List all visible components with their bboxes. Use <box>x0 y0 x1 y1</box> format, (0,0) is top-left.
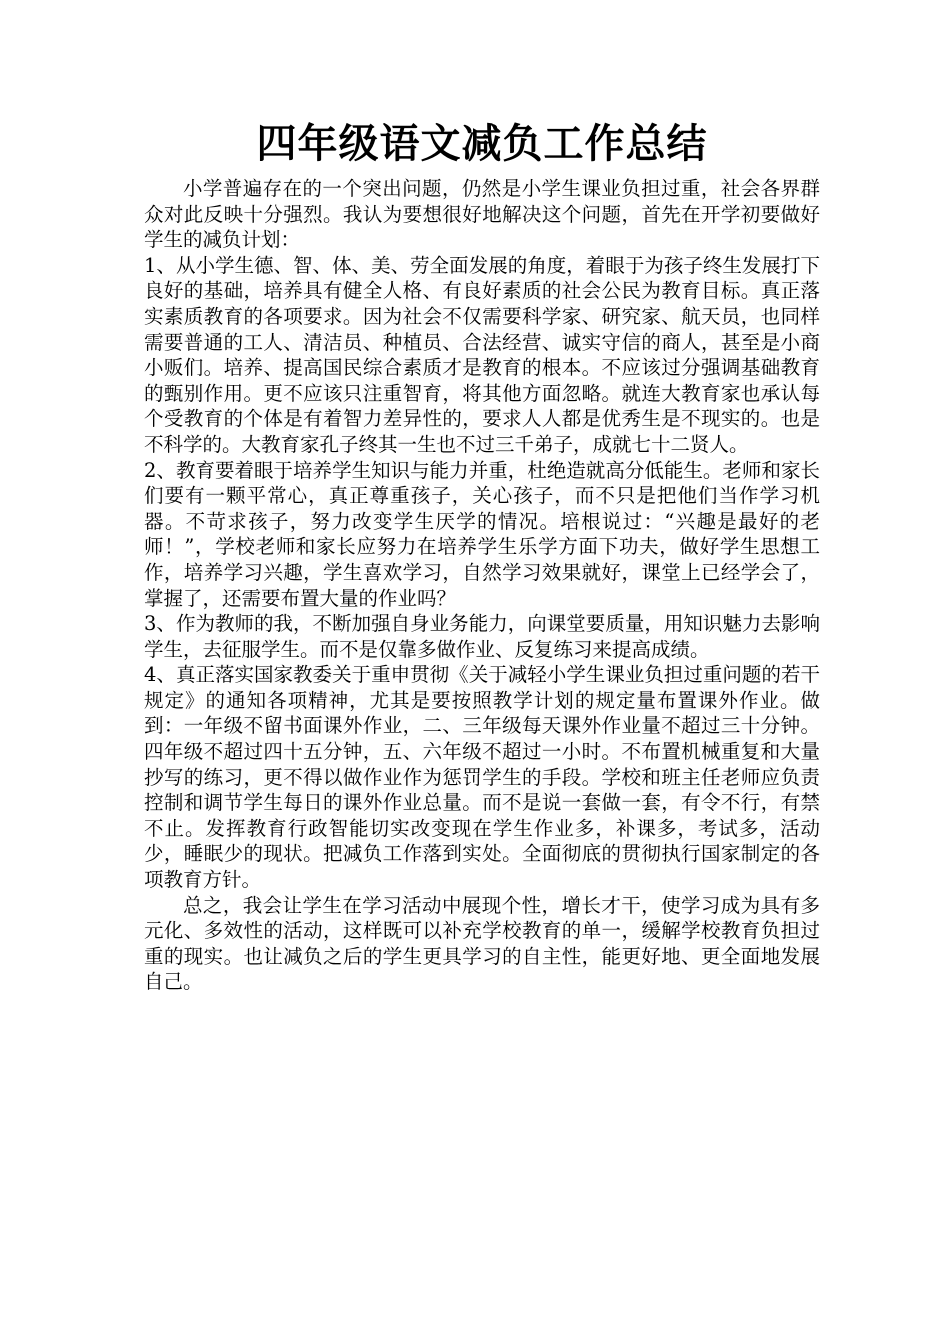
point-2-paragraph: 2、教育要着眼于培养学生知识与能力并重，杜绝造就高分低能生。老师和家长们要有一颗平常心，真正尊重孩子，关心孩子，而不只是把他们当作学习机器。不苛求孩子，努力改变学生厌学的情况。培根说过：“兴趣是最好的老师！”，学校老师和家长应努力在培养学生乐学方面下功夫，做好学生思想工作，培养学习兴趣，学生喜欢学习，自然学习效果就好，课堂上已经学会了，掌握了，还需要布置大量的作业吗？ <box>144 458 820 610</box>
point-1-paragraph: 1、从小学生德、智、体、美、劳全面发展的角度，着眼于为孩子终生发展打下良好的基础，培养具有健全人格、有良好素质的社会公民为教育目标。真正落实素质教育的各项要求。因为社会不仅需要科学家、研究家、航天员，也同样需要普通的工人、清洁员、种植员、合法经营、诚实守信的商人，甚至是小商小贩们。培养、提高国民综合素质才是教育的根本。不应该过分强调基础教育的甄别作用。更不应该只注重智育，将其他方面忽略。就连大教育家也承认每个受教育的个体是有着智力差异性的，要求人人都是优秀生是不现实的。也是不科学的。大教育家孔子终其一生也不过三千弟子，成就七十二贤人。 <box>144 253 820 456</box>
document-title: 四年级语文减负工作总结 <box>256 120 708 167</box>
point-4-paragraph: 4、真正落实国家教委关于重申贯彻《关于减轻小学生课业负担过重问题的若干规定》的通知各项精神，尤其是要按照教学计划的规定量布置课外作业。做到：一年级不留书面课外作业，二、三年级每天课外作业量不超过三十分钟。四年级不超过四十五分钟，五、六年级不超过一小时。不布置机械重复和大量抄写的练习，更不得以做作业作为惩罚学生的手段。学校和班主任老师应负责控制和调节学生每日的课外作业总量。而不是说一套做一套，有令不行，有禁不止。发挥教育行政智能切实改变现在学生作业多，补课多，考试多，活动少，睡眠少的现状。把减负工作落到实处。全面彻底的贯彻执行国家制定的各项教育方针。 <box>144 663 820 892</box>
document-body <box>144 118 820 995</box>
point-3-paragraph: 3、作为教师的我，不断加强自身业务能力，向课堂要质量，用知识魅力去影响学生，去征服学生。而不是仅靠多做作业、反复练习来提高成绩。 <box>144 612 820 661</box>
intro-paragraph: 小学普遍存在的一个突出问题，仍然是小学生课业负担过重，社会各界群众对此反映十分强烈。我认为要想很好地解决这个问题，首先在开学初要做好学生的减负计划： <box>144 177 820 252</box>
conclusion-paragraph: 总之，我会让学生在学习活动中展现个性，增长才干，使学习成为具有多元化、多效性的活动，这样既可以补充学校教育的单一，缓解学校教育负担过重的现实。也让减负之后的学生更具学习的自主性，能更好地、更全面地发展自己。 <box>144 893 820 994</box>
